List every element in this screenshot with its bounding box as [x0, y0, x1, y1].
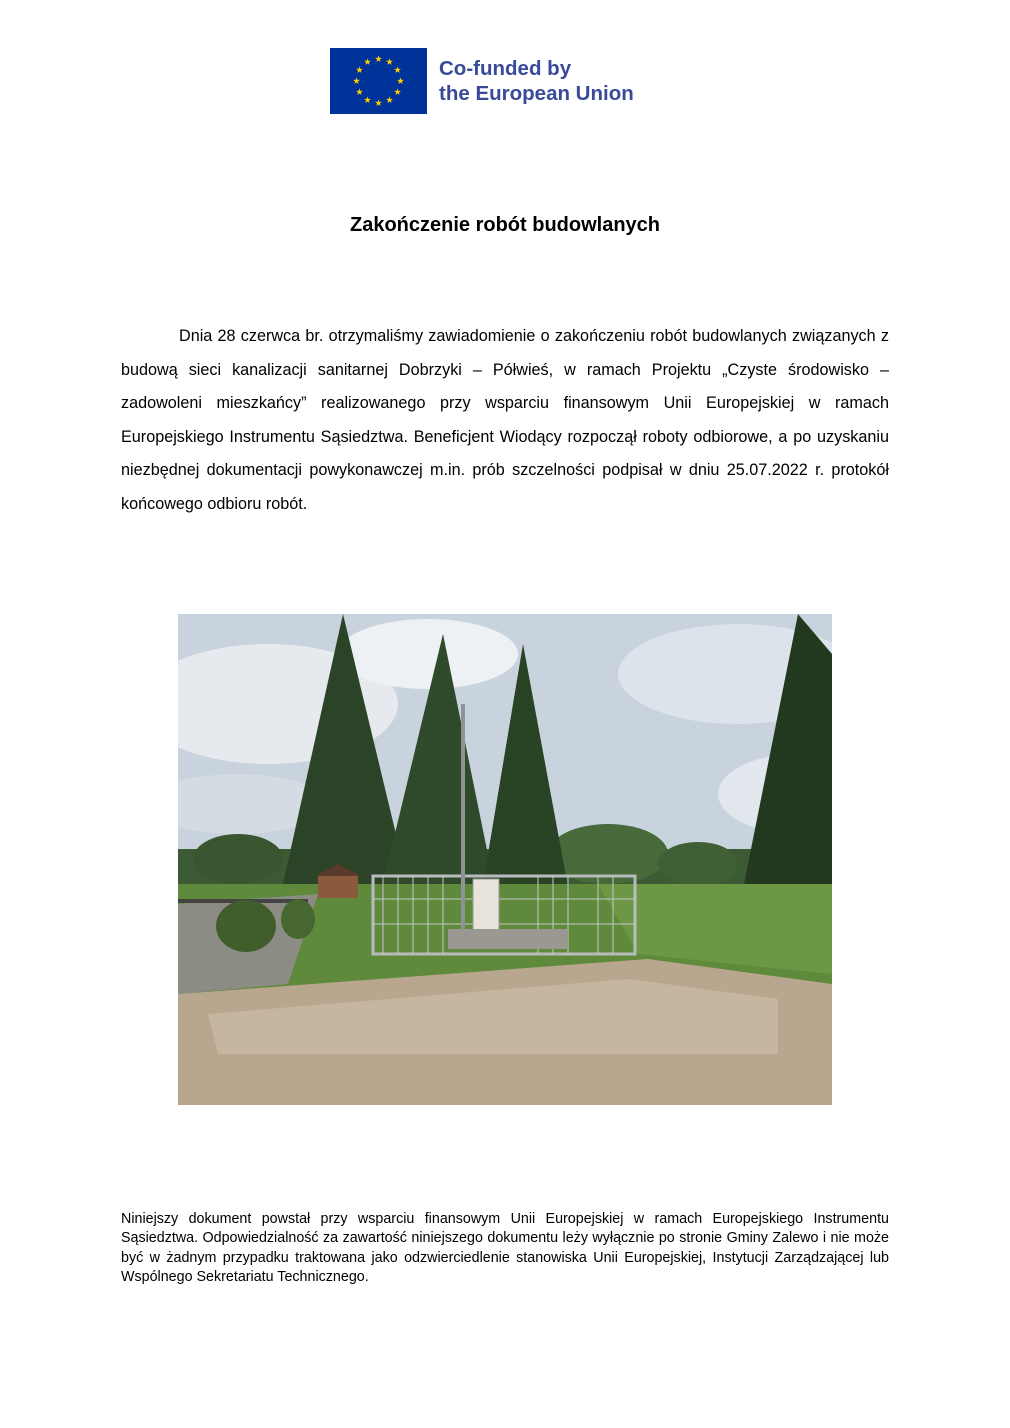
eu-star-icon [386, 96, 393, 103]
body-paragraph: Dnia 28 czerwca br. otrzymaliśmy zawiadomienie o zakończeniu robót budowlanych związanych z budową sieci kanalizacji sanitarnej Dobrzyki – Półwieś, w ramach Projektu „Czyste środowisko – zadowoleni mieszkańcy” realizowanego przy wsparciu finansowym Unii Europejskiej w ramach Europejskiego Instrumentu Sąsiedztwa. Beneficjent Wiodący rozpoczął roboty odbiorowe, a po uzyskaniu niezbędnej dokumentacji powykonawczej m.in. prób szczelności podpisał w dniu 25.07.2022 r. protokół końcowego odbioru robót. [121, 327, 889, 513]
footer-disclaimer: Niniejszy dokument powstał przy wsparciu finansowym Unii Europejskiej w ramach Europejskiego Instrumentu Sąsiedztwa. Odpowiedzialność za zawartość niniejszego dokumentu leży wyłącznie po stronie Gminy Zalewo i nie może być w żadnym przypadku traktowana jako odzwierciedlenie stanowiska Unii Europejskiej, Instytucji Zarządzającej lub Wspólnego Sekretariatu Technicznego. [121, 1211, 889, 1286]
eu-logo [330, 47, 634, 115]
eu-star-icon [394, 88, 401, 95]
eu-star-icon [353, 77, 360, 84]
eu-star-icon [375, 55, 382, 62]
page-title: Zakończenie robót budowlanych [349, 214, 661, 236]
logo-line-2: the European Union [439, 82, 634, 105]
eu-star-icon [375, 99, 382, 106]
eu-star-icon [386, 58, 393, 65]
construction-site-photo [178, 614, 832, 1105]
eu-star-icon [397, 77, 404, 84]
eu-star-icon [394, 66, 401, 73]
eu-logo-text [439, 56, 634, 106]
eu-star-icon [356, 66, 363, 73]
eu-flag-icon [330, 48, 427, 114]
eu-star-icon [364, 58, 371, 65]
eu-star-icon [364, 96, 371, 103]
eu-star-icon [356, 88, 363, 95]
logo-line-1: Co-funded by [439, 57, 572, 80]
